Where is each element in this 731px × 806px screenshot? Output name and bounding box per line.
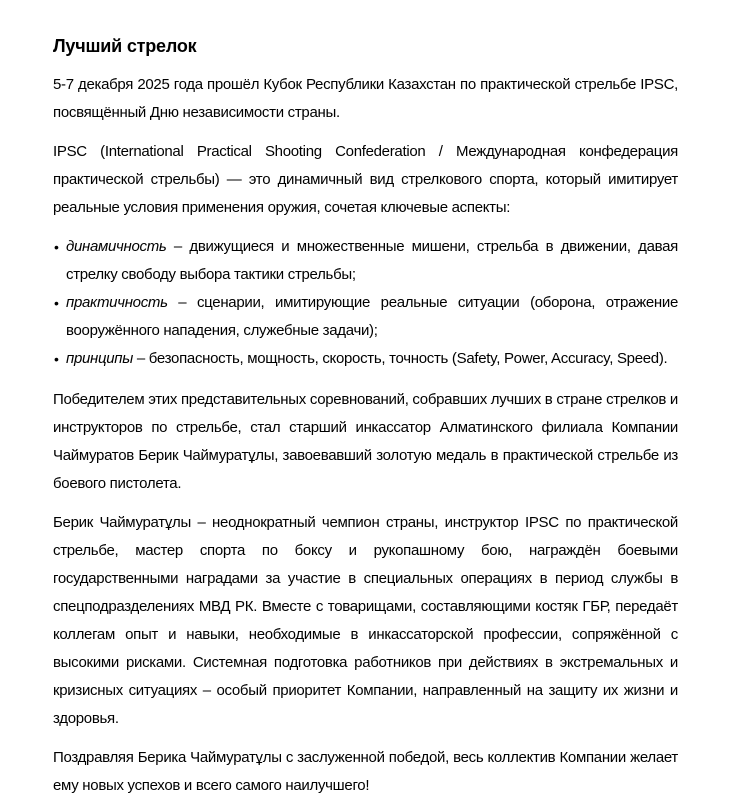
paragraph-intro-date: 5-7 декабря 2025 года прошёл Кубок Республики Казахстан по практической стрельбе IPSC, посвящённый Дню независимости страны. <box>53 76 678 121</box>
list-item-dynamism <box>53 233 678 289</box>
bullet-list <box>53 233 678 373</box>
paragraph-biography: Берик Чаймуратұлы – неоднократный чемпион страны, инструктор IPSC по практической стрельбе, мастер спорта по боксу и рукопашному бою, награждён боевыми государственными наградами за участие в специальных операциях в период службы в спецподразделениях МВД РК. Вместе с товарищами, составляющими костяк ГБР, передаёт коллегам опыт и навыки, необходимые в инкассаторской профессии, сопряжённой с высокими рисками. Системная подготовка работников при действиях в экстремальных и кризисных ситуациях – особый приоритет Компании, направленный на защиту их жизни и здоровья. <box>53 514 678 727</box>
paragraph-winner: Победителем этих представительных соревнований, собравших лучших в стране стрелков и инструкторов по стрельбе, стал старший инкассатор Алматинского филиала Компании Чаймуратов Берик Чаймуратұлы, завоевавший золотую медаль в практической стрельбе из боевого пистолета. <box>53 391 678 492</box>
bullet-text: – движущиеся и множественные мишени, стрельба в движении, давая стрелку свободу выбора тактики стрельбы; <box>66 238 678 283</box>
bullet-term: принципы <box>66 350 134 367</box>
bullet-text: – сценарии, имитирующие реальные ситуации (оборона, отражение вооружённого нападения, служебные задачи); <box>66 294 678 339</box>
list-item-practicality <box>53 289 678 345</box>
paragraph-ipsc-definition: IPSC (International Practical Shooting Confederation / Международная конфедерация практической стрельбы) — это динамичный вид стрелкового спорта, который имитирует реальные условия применения оружия, сочетая ключевые аспекты: <box>53 143 678 216</box>
bullet-text: – безопасность, мощность, скорость, точность (Safety, Power, Accuracy, Speed). <box>133 350 668 367</box>
bullet-term: практичность <box>66 294 168 311</box>
paragraph-congratulations: Поздравляя Берика Чаймуратұлы с заслуженной победой, весь коллектив Компании желает ему новых успехов и всего самого наилучшего! <box>53 749 678 794</box>
list-item-principles <box>53 345 678 373</box>
page-title: Лучший стрелок <box>53 36 197 56</box>
bullet-term: динамичность <box>66 238 167 255</box>
